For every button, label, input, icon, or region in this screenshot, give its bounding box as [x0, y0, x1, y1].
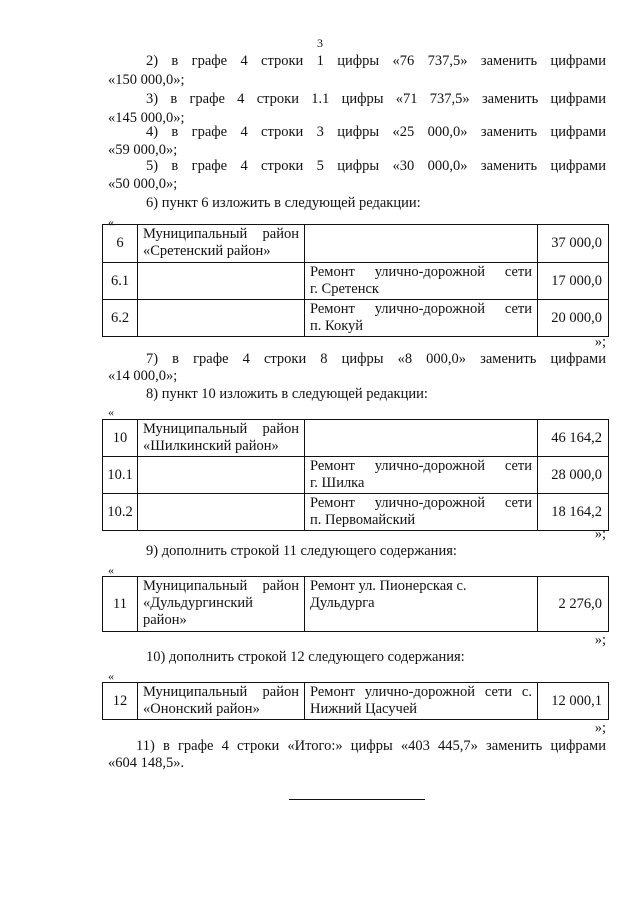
table-row: [103, 263, 609, 300]
open-quote: «: [108, 563, 114, 577]
district-name: Муниципальный район «Дульдургинский район»: [138, 577, 305, 632]
row-number: 6.2: [103, 300, 138, 337]
work-description: [305, 225, 538, 263]
work-line: п. Кокуй: [310, 318, 364, 334]
table-district-10: [102, 419, 609, 531]
row-number: 10.1: [103, 457, 138, 494]
open-quote: «: [108, 215, 114, 229]
district-name: Муниципальный район «Шилкинский район»: [138, 420, 305, 457]
open-quote: «: [108, 669, 114, 683]
work-description: [305, 300, 538, 337]
item-4-line-1: 4) в графе 4 строки 3 цифры «25 000,0» заменить цифрами: [146, 124, 606, 140]
table-district-11: [102, 576, 609, 632]
work-line: г. Сретенск: [310, 281, 379, 297]
work-description: [305, 263, 538, 300]
row-number: 11: [103, 577, 138, 632]
work-line: Ремонт улично-дорожной сети: [310, 495, 532, 511]
row-number: 6.1: [103, 263, 138, 300]
work-description: [305, 494, 538, 531]
table-row: [103, 457, 609, 494]
item-11-line-2: «604 148,5».: [108, 755, 185, 771]
district-name: Муниципальный район «Ононский район»: [138, 683, 305, 720]
district-name: [138, 494, 305, 531]
amount-value: 17 000,0: [538, 263, 609, 300]
work-line: Ремонт улично-дорожной сети: [310, 458, 532, 474]
item-9-text: 9) дополнить строкой 11 следующего содержания:: [146, 543, 457, 559]
item-4-line-2: «59 000,0»;: [108, 142, 178, 158]
signature-divider: [289, 799, 425, 800]
amount-value: 20 000,0: [538, 300, 609, 337]
district-name: Муниципальный район «Сретенский район»: [138, 225, 305, 263]
page-number: 3: [317, 36, 323, 50]
table-row: [103, 683, 609, 720]
item-2-line-2: «150 000,0»;: [108, 72, 185, 88]
work-line: Ремонт улично-дорожной сети: [310, 264, 532, 280]
item-3-line-2: «145 000,0»;: [108, 110, 185, 126]
work-description: [305, 420, 538, 457]
row-number: 12: [103, 683, 138, 720]
row-number: 6: [103, 225, 138, 263]
item-11-line-1: 11) в графе 4 строки «Итого:» цифры «403 445,7» заменить цифрами: [136, 738, 606, 754]
amount-value: 37 000,0: [538, 225, 609, 263]
item-5-line-2: «50 000,0»;: [108, 176, 178, 192]
close-quote: »;: [594, 334, 606, 350]
table-row: [103, 300, 609, 337]
item-5-line-1: 5) в графе 4 строки 5 цифры «30 000,0» заменить цифрами: [146, 158, 606, 174]
work-line: г. Шилка: [310, 475, 365, 491]
close-quote: »;: [594, 720, 606, 736]
open-quote: «: [108, 405, 114, 419]
item-7-line-1: 7) в графе 4 строки 8 цифры «8 000,0» заменить цифрами: [146, 351, 606, 367]
item-2-line-1: 2) в графе 4 строки 1 цифры «76 737,5» заменить цифрами: [146, 53, 606, 69]
work-line: Ремонт улично-дорожной сети: [310, 301, 532, 317]
table-district-12: [102, 682, 609, 720]
amount-value: 12 000,1: [538, 683, 609, 720]
district-name: [138, 300, 305, 337]
row-number: 10.2: [103, 494, 138, 531]
row-number: 10: [103, 420, 138, 457]
district-name: [138, 263, 305, 300]
table-row: [103, 494, 609, 531]
item-10-text: 10) дополнить строкой 12 следующего содержания:: [146, 649, 465, 665]
item-6-text: 6) пункт 6 изложить в следующей редакции:: [146, 195, 421, 211]
close-quote: »;: [594, 526, 606, 542]
table-row: [103, 225, 609, 263]
table-row: [103, 420, 609, 457]
work-description: [305, 457, 538, 494]
work-description: Ремонт ул. Пионерская с. Дульдурга: [305, 577, 538, 632]
amount-value: 46 164,2: [538, 420, 609, 457]
amount-value: 18 164,2: [538, 494, 609, 531]
amount-value: 28 000,0: [538, 457, 609, 494]
amount-value: 2 276,0: [538, 577, 609, 632]
item-3-line-1: 3) в графе 4 строки 1.1 цифры «71 737,5» заменить цифрами: [146, 91, 606, 107]
table-district-6: [102, 224, 609, 337]
table-row: [103, 577, 609, 632]
work-description: Ремонт улично-дорожной сети с. Нижний Цасучей: [305, 683, 538, 720]
item-7-line-2: «14 000,0»;: [108, 368, 178, 384]
close-quote: »;: [594, 632, 606, 648]
work-line: п. Первомайский: [310, 512, 416, 528]
district-name: [138, 457, 305, 494]
item-8-text: 8) пункт 10 изложить в следующей редакции:: [146, 386, 428, 402]
